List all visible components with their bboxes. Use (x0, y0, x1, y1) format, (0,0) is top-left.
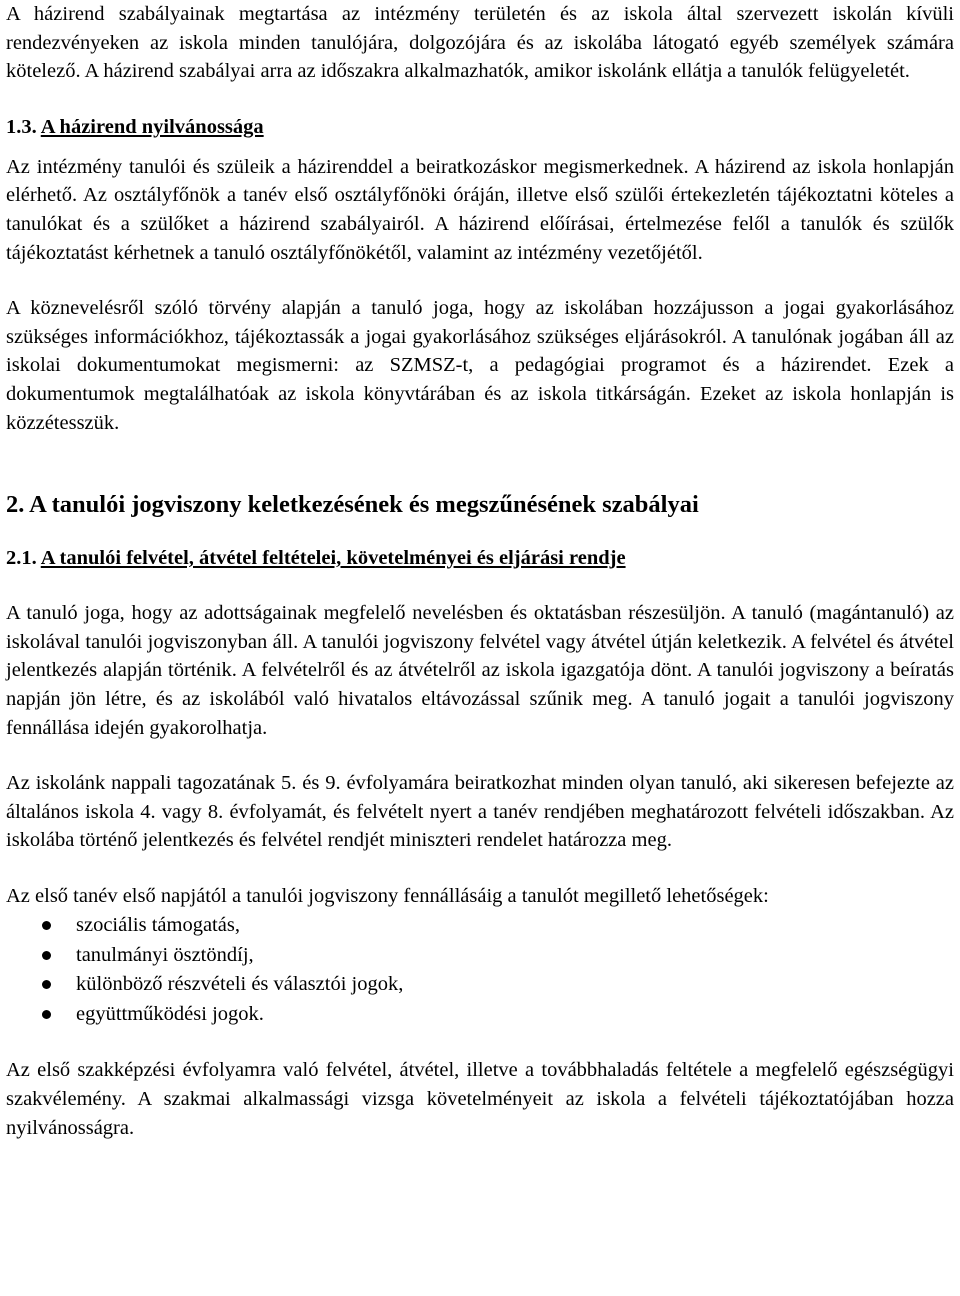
section-2-1-number: 2.1. (6, 547, 37, 570)
bullet-icon (42, 1010, 51, 1019)
list-item: tanulmányi ösztöndíj, (6, 941, 954, 971)
section-2-1-paragraph-2: Az iskolánk nappali tagozatának 5. és 9. évfolyamára beiratkozhat minden olyan tanuló, aki sikeresen befejezte az általános iskola 4. vagy 8. évfolyamát, és felvételt nyert a tanév rendjében meghatározott felvételi időszakban. Az iskolába történő jelentkezés és felvétel rendjét miniszteri rendelet határozza meg. (6, 772, 954, 852)
list-item: különböző részvételi és választói jogok, (6, 970, 954, 1000)
section-1-3-paragraph-1: Az intézmény tanulói és szüleik a házirenddel a beiratkozáskor megismerkednek. A házirend az iskola honlapján elérhető. Az osztályfőnök a tanév első osztályfőnöki óráján, illetve első szülői értekezletén tájékoztatni köteles a tanulókat és a szülőket a házirend szabályairól. A házirend előírásai, értelmezése felől a tanulók és szülők tájékoztatást kérhetnek a tanuló osztályfőnökétől, valamint az intézmény vezetőjétől. (6, 155, 954, 264)
intro-paragraph: A házirend szabályainak megtartása az intézmény területén és az iskola által szervezett iskolán kívüli rendezvényeken az iskola minden tanulójára, dolgozójára és az iskolába látogató egyéb személyek számára kötelező. A házirend szabályai arra az időszakra alkalmazhatók, amikor iskolánk ellátja a tanulók felügyeletét. (6, 3, 954, 83)
bullet-icon (42, 951, 51, 960)
section-2-1-paragraph-3: Az első tanév első napjától a tanulói jogviszony fennállásáig a tanulót megillető lehetőségek: (6, 884, 769, 907)
section-1-3-paragraph-2: A köznevelésről szóló törvény alapján a tanuló joga, hogy az iskolában hozzájusson a jogai gyakorlásához szükséges információkhoz, tájékoztassák a jogai gyakorlásához szükséges eljárásokról. A tanulónak jogában áll az iskolai dokumentumokat megismerni: az SZMSZ-t, a pedagógiai programot és a házirendet. Ezek a dokumentumok megtalálhatóak az iskola könyvtárában és az iskola titkárságán. Ezeket az iskola honlapján is közzétesszük. (6, 297, 954, 434)
list-item: együttműködési jogok. (6, 1000, 954, 1030)
section-2-heading: 2. A tanulói jogviszony keletkezésének és megszűnésének szabályai (6, 491, 699, 519)
section-1-3-heading (6, 113, 954, 141)
bullet-icon (42, 921, 51, 930)
section-1-3-number: 1.3. (6, 115, 37, 138)
section-2-1-title: A tanulói felvétel, átvétel feltételei, követelményei és eljárási rendje (40, 547, 626, 570)
section-2-1-paragraph-1: A tanuló joga, hogy az adottságainak megfelelő nevelésben és oktatásban részesüljön. A tanuló (magántanuló) az iskolával tanulói jogviszonyban áll. A tanulói jogviszony felvétel vagy átvétel útján keletkezik. A felvétel és átvétel jelentkezés alapján történik. A felvételről és az átvételről az iskola igazgatója dönt. A tanulói jogviszony a beíratás napján jön létre, és az iskolából való hivatalos eltávozással szűnik meg. A tanuló jogait a tanulói jogviszony fennállása idején gyakorolhatja. (6, 602, 954, 739)
bullet-icon (42, 980, 51, 989)
section-1-3-title: A házirend nyilvánossága (40, 115, 264, 138)
section-2-1-heading (6, 544, 954, 572)
section-2-1-paragraph-4: Az első szakképzési évfolyamra való felvétel, átvétel, illetve a továbbhaladás feltétele a megfelelő egészségügyi szakvélemény. A szakmai alkalmassági vizsga követelményeit az iskola a felvételi tájékoztatójában hozza nyilvánosságra. (6, 1059, 954, 1139)
opportunities-list (6, 911, 954, 1029)
list-item: szociális támogatás, (6, 911, 954, 941)
